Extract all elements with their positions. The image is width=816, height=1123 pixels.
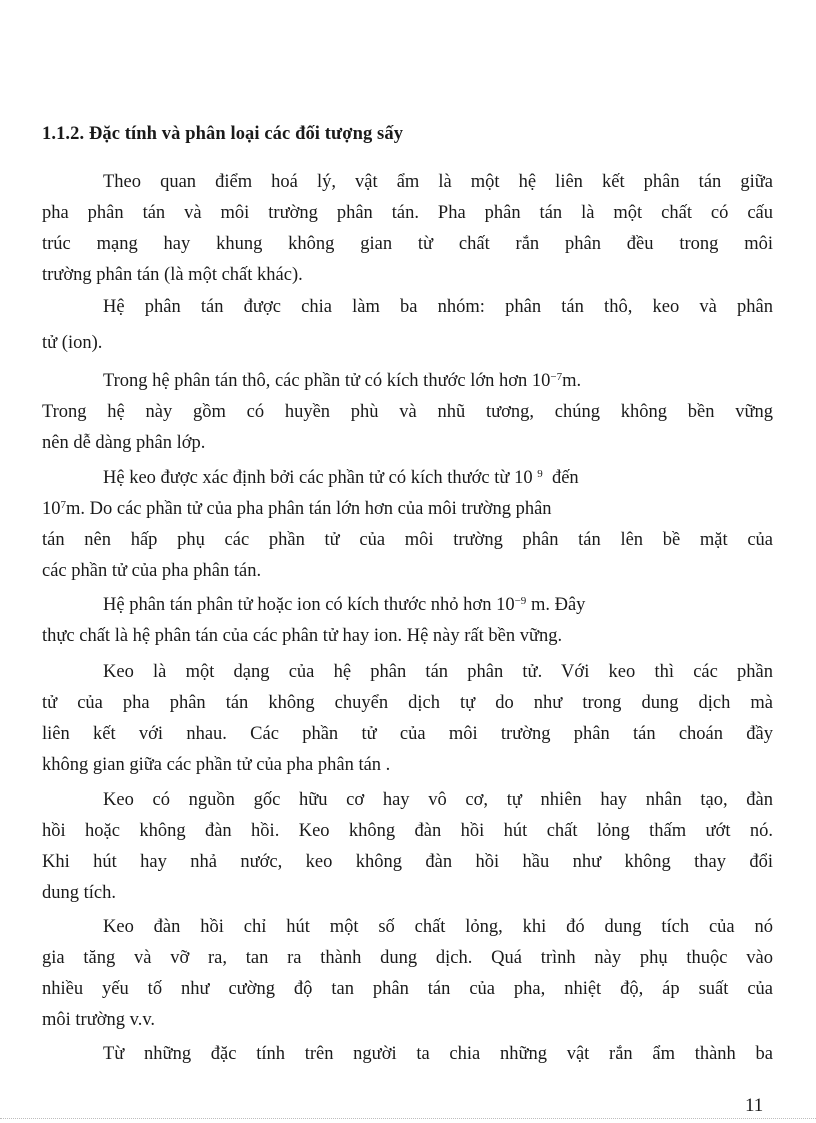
text-line: Hệ phân tán được chia làm ba nhóm: phân tán thô, keo và phân [103, 297, 773, 317]
text-line [103, 370, 581, 392]
text-line: nhiều yếu tố như cường độ tan phân tán của pha, nhiệt độ, áp suất của [42, 979, 773, 999]
text-line: trúc mạng hay khung không gian từ chất rắn phân đều trong môi [42, 234, 773, 254]
bottom-edge-divider [0, 1118, 816, 1119]
text-line: gia tăng và vỡ ra, tan ra thành dung dịch. Quá trình này phụ thuộc vào [42, 948, 773, 968]
text-line [42, 498, 552, 520]
text-line: môi trường v.v. [42, 1010, 155, 1030]
text-line: tán nên hấp phụ các phần tử của môi trường phân tán lên bề mặt của [42, 530, 773, 550]
text-line: Khi hút hay nhả nước, keo không đàn hồi hầu như không thay đổi [42, 852, 773, 872]
text-segment: Hệ phân tán phân tử hoặc ion có kích thước nhỏ hơn 10 [103, 595, 515, 615]
text-line: không gian giữa các phần tử của pha phân tán . [42, 755, 391, 775]
text-segment: Hệ keo được xác định bởi các phần tử có kích thước từ 10 [103, 468, 533, 488]
text-line: Từ những đặc tính trên người ta chia những vật rắn ẩm thành ba [103, 1044, 773, 1064]
superscript: 9 [537, 467, 543, 480]
text-line: dung tích. [42, 883, 116, 903]
text-segment: đến [551, 468, 579, 488]
text-line: Trong hệ này gồm có huyền phù và nhũ tương, chúng không bền vững [42, 402, 773, 422]
text-line: Keo là một dạng của hệ phân tán phân tử. Với keo thì các phần [103, 662, 773, 682]
text-line: các phần tử của pha phân tán. [42, 561, 262, 581]
superscript: −9 [514, 594, 527, 607]
text-segment: m. Do các phần tử của pha phân tán lớn hơn của môi trường phân [66, 499, 552, 519]
text-line: tử của pha phân tán không chuyển dịch tự do như trong dung dịch mà [42, 693, 773, 713]
text-segment: Trong hệ phân tán thô, các phần tử có kích thước lớn hơn 10 [103, 371, 551, 391]
text-line: pha phân tán và môi trường phân tán. Pha phân tán là một chất có cấu [42, 203, 773, 223]
text-segment: m. Đây [530, 595, 586, 615]
page-number: 11 [745, 1095, 764, 1116]
text-line: nên dễ dàng phân lớp. [42, 433, 206, 453]
text-line: hồi hoặc không đàn hồi. Keo không đàn hồi hút chất lỏng thấm ướt nó. [42, 821, 773, 841]
text-line: tử (ion). [42, 333, 103, 353]
text-line: Keo có nguồn gốc hữu cơ hay vô cơ, tự nhiên hay nhân tạo, đàn [103, 790, 773, 810]
text-segment: m. [562, 371, 582, 391]
section-heading: 1.1.2. Đặc tính và phân loại các đối tượng sấy [42, 124, 404, 144]
text-line: trường phân tán (là một chất khác). [42, 265, 303, 285]
superscript: −7 [550, 370, 563, 383]
text-line: Theo quan điểm hoá lý, vật ẩm là một hệ liên kết phân tán giữa [103, 172, 773, 192]
superscript: 7 [60, 498, 66, 511]
text-line [103, 594, 585, 616]
text-line: liên kết với nhau. Các phần tử của môi trường phân tán choán đầy [42, 724, 773, 744]
text-line: Keo đàn hồi chỉ hút một số chất lỏng, khi đó dung tích của nó [103, 917, 773, 937]
text-segment: 10 [42, 499, 61, 519]
text-line: thực chất là hệ phân tán của các phân tử hay ion. Hệ này rất bền vững. [42, 626, 563, 646]
text-line [103, 467, 579, 489]
